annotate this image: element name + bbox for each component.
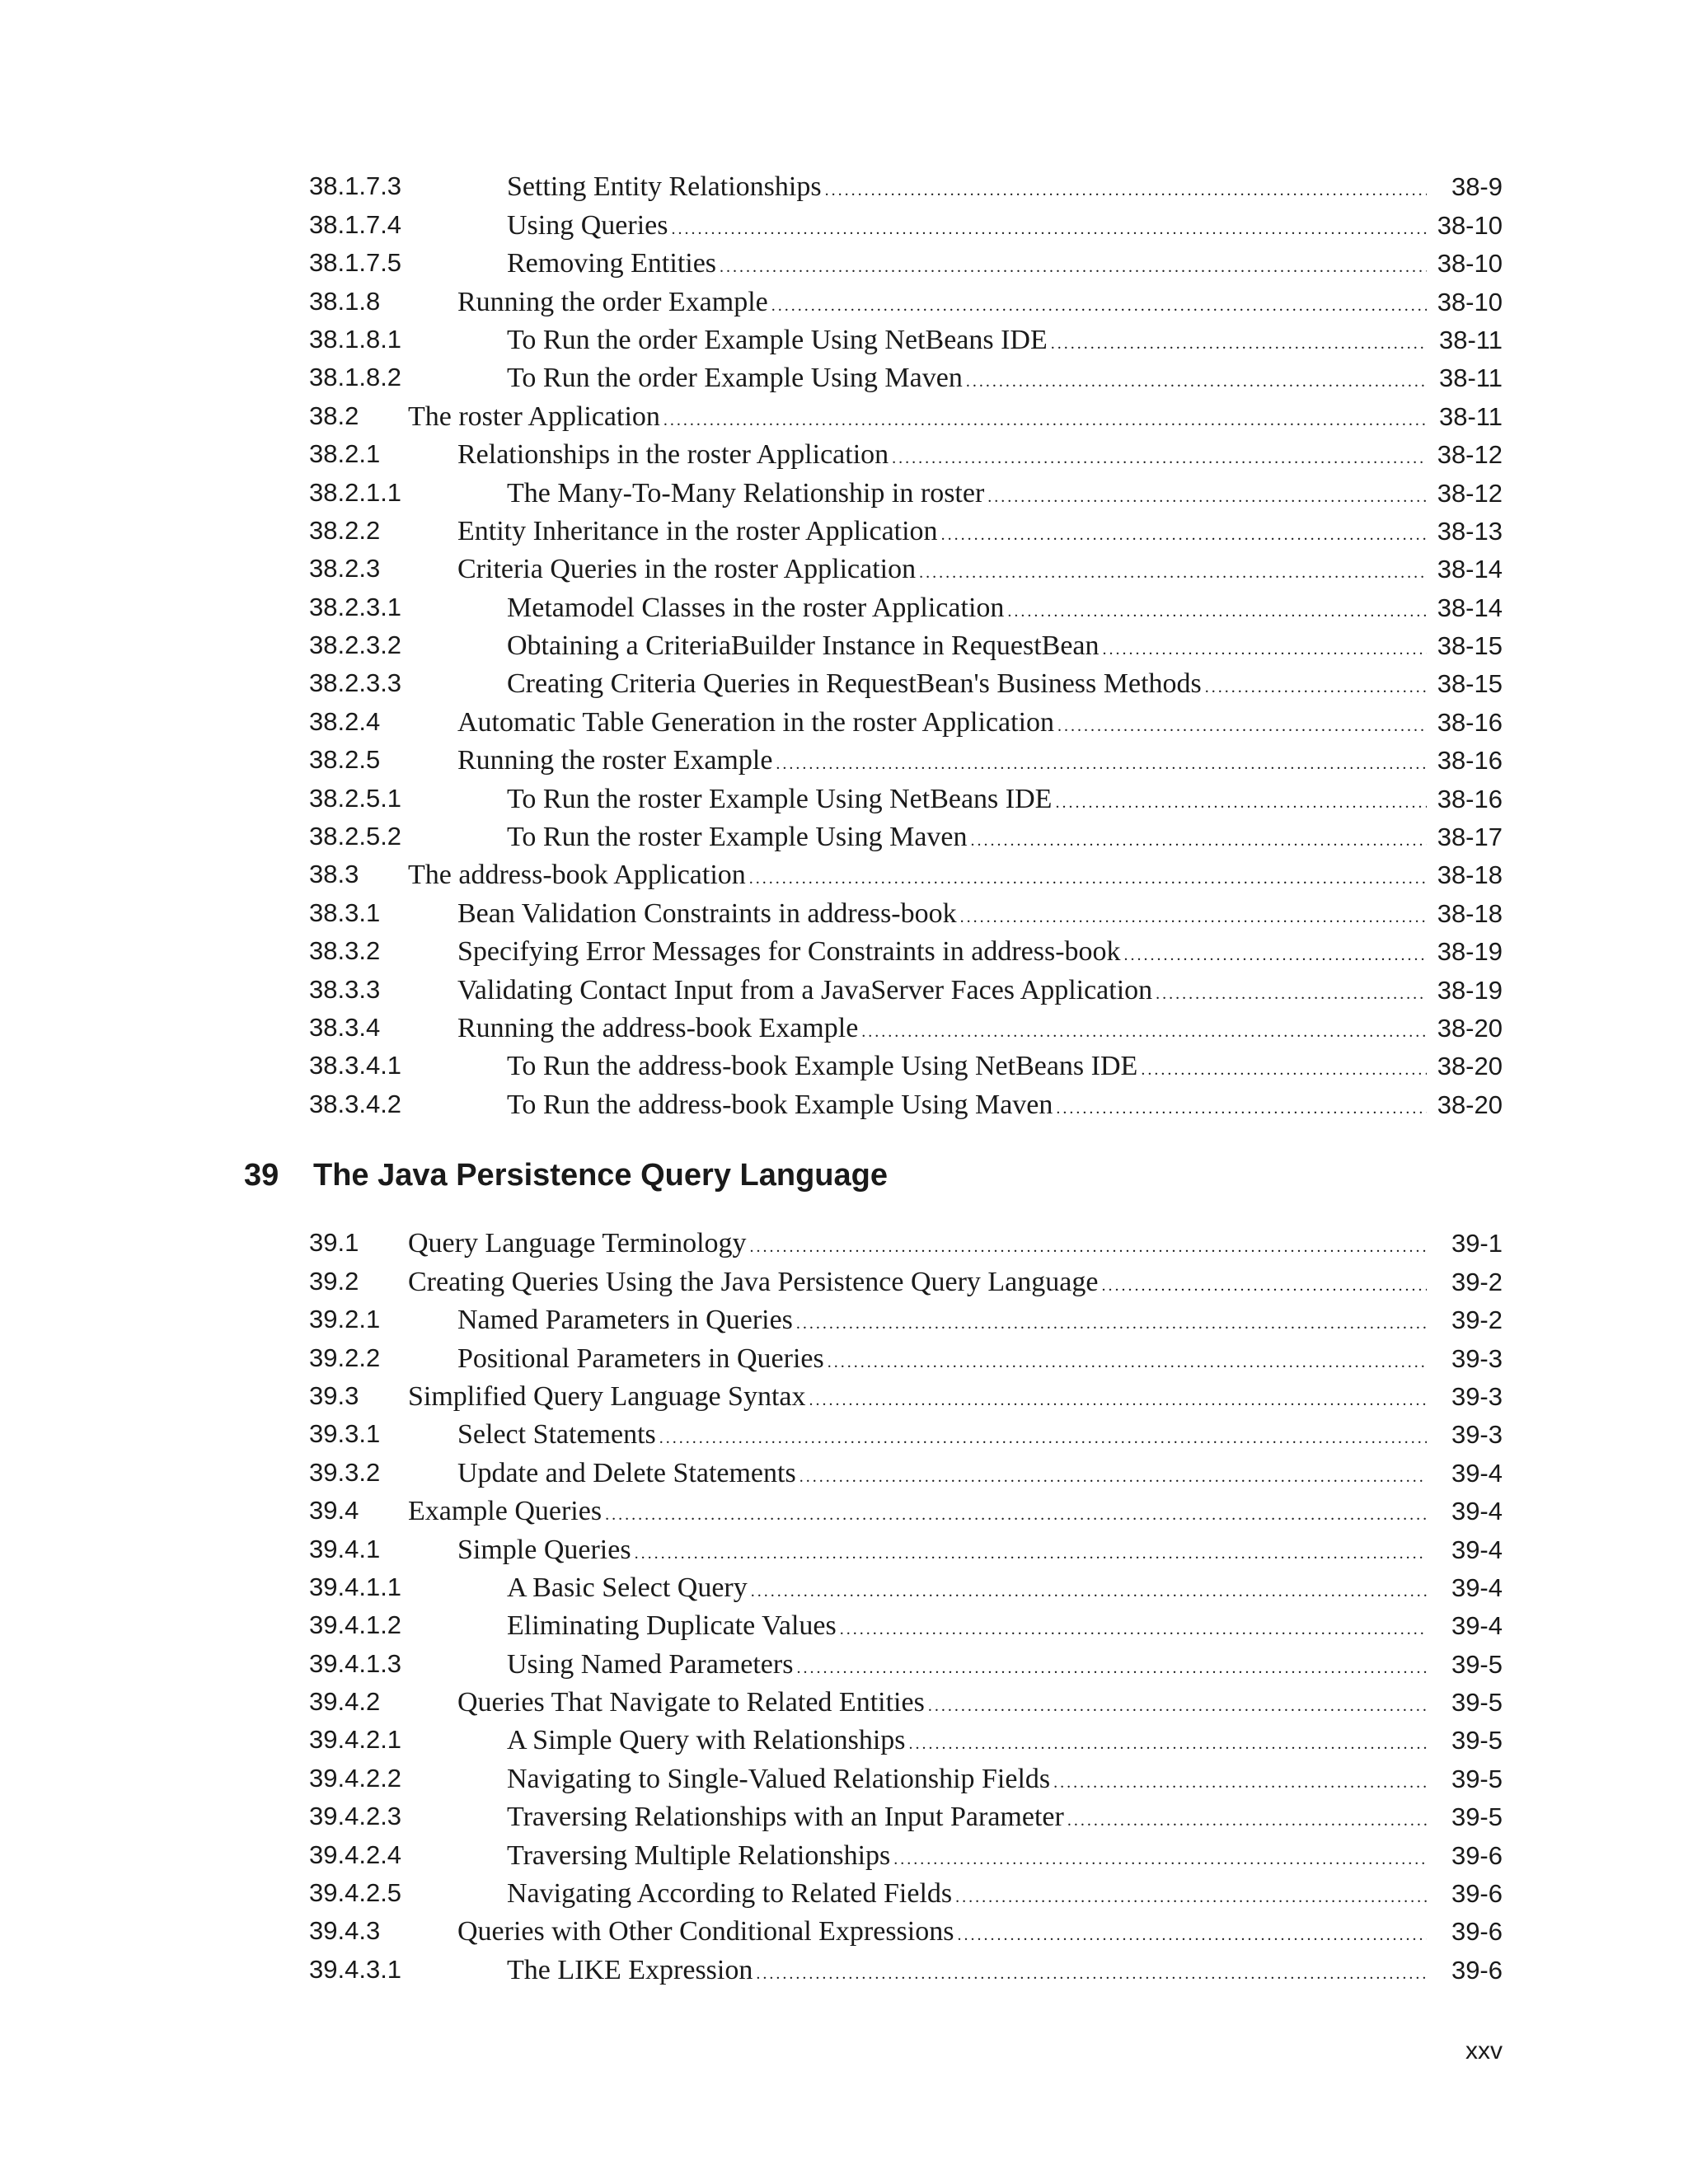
toc-entry-row[interactable]	[309, 1228, 1503, 1266]
toc-entry-title[interactable]: Creating Criteria Queries in RequestBean's Business Methods	[507, 668, 1202, 700]
dot-leader	[840, 1620, 1427, 1639]
toc-entry-number: 38.2.4	[309, 706, 381, 736]
toc-entry-number: 38.2.5.1	[309, 783, 402, 813]
toc-entry-line	[457, 287, 1503, 318]
dot-leader	[893, 1850, 1427, 1869]
toc-entry-number: 38.3.4.2	[309, 1089, 402, 1118]
dot-leader	[892, 449, 1427, 468]
toc-entry-title[interactable]: Traversing Multiple Relationships	[507, 1840, 891, 1871]
toc-entry-page[interactable]: 39-5	[1451, 1726, 1503, 1755]
toc-entry-row[interactable]	[309, 1013, 1503, 1051]
toc-entry-number: 38.3.4.1	[309, 1051, 402, 1080]
toc-entry-row[interactable]	[309, 248, 1503, 286]
dot-leader	[720, 258, 1427, 277]
toc-entry-row[interactable]	[309, 171, 1503, 209]
toc-entry-page[interactable]: 38-18	[1437, 898, 1503, 928]
toc-entry-page[interactable]: 38-18	[1437, 860, 1503, 890]
toc-entry-title[interactable]: Creating Queries Using the Java Persistence Query Language	[408, 1266, 1099, 1297]
dot-leader	[1141, 1061, 1427, 1080]
toc-entry-number: 39.4	[309, 1496, 359, 1526]
toc-entry-page[interactable]: 39-5	[1451, 1802, 1503, 1832]
toc-entry-number: 38.1.7.5	[309, 248, 402, 278]
toc-entry-line	[457, 707, 1503, 738]
toc-entry-page[interactable]: 39-6	[1451, 1917, 1503, 1947]
toc-entry-row[interactable]	[309, 1802, 1503, 1840]
toc-entry-line	[457, 1013, 1503, 1044]
toc-entry-line	[507, 325, 1503, 356]
dot-leader	[919, 564, 1427, 583]
toc-entry-page[interactable]: 38-9	[1451, 172, 1503, 202]
toc-entry-line	[457, 1343, 1503, 1375]
toc-entry-line	[457, 975, 1503, 1006]
toc-entry-title[interactable]: The LIKE Expression	[507, 1954, 753, 1985]
toc-entry-line	[507, 171, 1503, 203]
dot-leader	[960, 908, 1427, 927]
toc-entry-row[interactable]	[309, 1954, 1503, 1992]
toc-entry-title[interactable]: To Run the order Example Using Maven	[507, 363, 963, 394]
toc-entry-row[interactable]	[309, 1534, 1503, 1572]
toc-entry-line	[457, 1419, 1503, 1451]
toc-entry-row[interactable]	[309, 1840, 1503, 1877]
toc-entry-line	[408, 401, 1503, 433]
dot-leader	[750, 1238, 1427, 1257]
toc-entry-row[interactable]	[309, 706, 1503, 744]
toc-entry-title[interactable]: Navigating to Single-Valued Relationship Fields	[507, 1763, 1051, 1794]
toc-entry-page[interactable]: 38-20	[1437, 1013, 1503, 1043]
toc-entry-page[interactable]: 38-10	[1437, 210, 1503, 240]
dot-leader	[1103, 640, 1427, 659]
toc-section-continued	[309, 171, 1503, 1127]
toc-entry-number: 38.2.1	[309, 439, 381, 469]
toc-entry-page[interactable]: 38-10	[1437, 287, 1503, 316]
toc-entry-line	[457, 1535, 1503, 1566]
dot-leader	[799, 1468, 1427, 1487]
toc-entry-title[interactable]: Validating Contact Input from a JavaServer Faces Application	[457, 974, 1153, 1005]
toc-entry-line	[457, 745, 1503, 776]
toc-entry-title[interactable]: Positional Parameters in Queries	[457, 1343, 824, 1374]
dot-leader	[928, 1697, 1427, 1716]
toc-entry-title[interactable]: Metamodel Classes in the roster Application	[507, 592, 1005, 623]
toc-entry-number: 39.4.1.2	[309, 1610, 402, 1640]
toc-entry-number: 39.1	[309, 1228, 359, 1258]
toc-entry-line	[408, 1267, 1503, 1298]
toc-entry-title[interactable]: Eliminating Duplicate Values	[507, 1610, 837, 1642]
toc-entry-page[interactable]: 39-1	[1451, 1229, 1503, 1258]
toc-entry-number: 38.2.2	[309, 515, 381, 545]
toc-entry-title[interactable]: Example Queries	[408, 1496, 603, 1527]
toc-entry-title[interactable]: Select Statements	[457, 1419, 656, 1451]
dot-leader	[751, 1582, 1427, 1601]
toc-entry-row[interactable]	[309, 1725, 1503, 1763]
toc-entry-title[interactable]: Setting Entity Relationships	[507, 171, 822, 203]
toc-entry-line	[507, 1878, 1503, 1910]
toc-entry-row[interactable]	[309, 554, 1503, 592]
toc-entry-row[interactable]	[309, 286, 1503, 324]
toc-entry-number: 39.4.2	[309, 1687, 381, 1717]
chapter-title: The Java Persistence Query Language	[313, 1158, 888, 1193]
toc-entry-number: 38.1.8.2	[309, 363, 402, 392]
toc-entry-line	[507, 478, 1503, 509]
toc-entry-page[interactable]: 38-16	[1437, 784, 1503, 813]
toc-entry-page[interactable]: 39-3	[1451, 1420, 1503, 1450]
toc-entry-row[interactable]	[309, 592, 1503, 630]
dot-leader	[749, 869, 1427, 888]
toc-entry-title[interactable]: The address-book Application	[408, 860, 746, 891]
dot-leader	[1101, 1277, 1427, 1296]
toc-entry-number: 39.2.1	[309, 1305, 381, 1334]
toc-entry-row[interactable]	[309, 745, 1503, 783]
dot-leader	[861, 1023, 1427, 1042]
toc-entry-number: 38.2.3.1	[309, 592, 402, 621]
toc-entry-number: 39.3.2	[309, 1457, 381, 1487]
toc-entry-row[interactable]	[309, 209, 1503, 247]
toc-entry-row[interactable]	[309, 1343, 1503, 1380]
toc-entry-page[interactable]: 39-6	[1451, 1955, 1503, 1985]
toc-entry-page[interactable]: 38-16	[1437, 707, 1503, 737]
toc-entry-line	[457, 1916, 1503, 1947]
toc-entry-title[interactable]: A Basic Select Query	[507, 1572, 748, 1603]
toc-entry-title[interactable]: Navigating According to Related Fields	[507, 1878, 953, 1910]
toc-entry-number: 38.3.1	[309, 898, 381, 927]
dot-leader	[809, 1391, 1427, 1410]
toc-entry-line	[408, 1496, 1503, 1527]
toc-entry-page[interactable]: 39-4	[1451, 1611, 1503, 1641]
toc-entry-page[interactable]: 38-19	[1437, 937, 1503, 967]
toc-entry-line	[507, 1840, 1503, 1872]
page-number: xxv	[1465, 2037, 1503, 2064]
toc-entry-row[interactable]	[309, 1878, 1503, 1916]
toc-entry-number: 39.4.1	[309, 1534, 381, 1563]
toc-entry-number: 38.3.3	[309, 974, 381, 1004]
toc-entry-line	[457, 936, 1503, 968]
toc-entry-line	[507, 784, 1503, 815]
toc-entry-number: 38.2.3.3	[309, 668, 402, 698]
toc-entry-number: 39.3.1	[309, 1419, 381, 1449]
toc-entry-number: 38.3	[309, 860, 359, 889]
dot-leader	[796, 1659, 1427, 1678]
toc-entry-row[interactable]	[309, 974, 1503, 1012]
dot-leader	[909, 1735, 1427, 1754]
toc-entry-page[interactable]: 38-11	[1439, 363, 1503, 393]
toc-entry-row[interactable]	[309, 516, 1503, 554]
toc-entry-number: 38.1.8.1	[309, 324, 402, 354]
toc-entry-page[interactable]: 38-20	[1437, 1052, 1503, 1081]
toc-entry-page[interactable]: 38-14	[1437, 555, 1503, 584]
toc-entry-page[interactable]: 38-11	[1439, 325, 1503, 354]
toc-entry-number: 39.4.3.1	[309, 1954, 402, 1984]
toc-entry-page[interactable]: 39-3	[1451, 1343, 1503, 1373]
toc-entry-line	[507, 248, 1503, 279]
dot-leader	[1124, 946, 1427, 965]
dot-leader	[659, 1429, 1427, 1448]
dot-leader	[1007, 602, 1427, 621]
toc-entry-row[interactable]	[309, 325, 1503, 363]
toc-entry-page[interactable]: 38-10	[1437, 249, 1503, 279]
toc-entry-page[interactable]: 38-17	[1437, 823, 1503, 852]
toc-entry-row[interactable]	[309, 1648, 1503, 1686]
toc-entry-row[interactable]	[309, 1419, 1503, 1457]
toc-entry-row[interactable]	[309, 1266, 1503, 1304]
toc-entry-line	[408, 1381, 1503, 1413]
toc-entry-row[interactable]	[309, 1496, 1503, 1534]
toc-entry-number: 39.2.2	[309, 1343, 381, 1372]
toc-entry-number: 38.3.4	[309, 1012, 381, 1042]
toc-entry-number: 38.1.7.4	[309, 209, 402, 239]
toc-entry-number: 39.4.2.3	[309, 1802, 402, 1831]
toc-entry-page[interactable]: 38-15	[1437, 631, 1503, 661]
toc-entry-title[interactable]: Traversing Relationships with an Input Parameter	[507, 1802, 1064, 1833]
toc-entry-page[interactable]: 39-5	[1451, 1688, 1503, 1718]
toc-entry-number: 39.4.3	[309, 1916, 381, 1946]
toc-entry-page[interactable]: 38-12	[1437, 478, 1503, 508]
toc-entry-line	[408, 860, 1503, 891]
dot-leader	[1051, 335, 1427, 354]
toc-entry-line	[507, 1572, 1503, 1604]
toc-entry-page[interactable]: 38-15	[1437, 669, 1503, 699]
toc-entry-title[interactable]: The roster Application	[408, 401, 660, 432]
toc-entry-row[interactable]	[309, 1089, 1503, 1127]
toc-entry-title[interactable]: Relationships in the roster Application	[457, 439, 889, 471]
toc-entry-row[interactable]	[309, 898, 1503, 935]
toc-entry-number: 39.4.2.2	[309, 1763, 402, 1793]
toc-entry-number: 39.4.1.3	[309, 1648, 402, 1678]
toc-entry-line	[507, 210, 1503, 241]
toc-entry-title[interactable]: To Run the address-book Example Using Maven	[507, 1089, 1053, 1120]
toc-entry-number: 39.4.2.1	[309, 1725, 402, 1755]
toc-entry-line	[507, 1955, 1503, 1986]
toc-entry-row[interactable]	[309, 1305, 1503, 1343]
toc-entry-page[interactable]: 38-11	[1439, 401, 1503, 431]
toc-entry-line	[507, 1610, 1503, 1642]
toc-section-chapter-39	[309, 1228, 1503, 1993]
toc-entry-title[interactable]: Queries That Navigate to Related Entities	[457, 1687, 925, 1718]
toc-entry-title[interactable]: Running the order Example	[457, 286, 768, 317]
toc-entry-number: 39.2	[309, 1266, 359, 1296]
toc-entry-number: 39.3	[309, 1380, 359, 1410]
toc-entry-line	[507, 1051, 1503, 1082]
toc-entry-line	[507, 363, 1503, 394]
dot-leader	[756, 1965, 1427, 1984]
dot-leader	[1056, 1099, 1427, 1118]
toc-entry-title[interactable]: Removing Entities	[507, 248, 717, 279]
toc-entry-page[interactable]: 39-6	[1451, 1879, 1503, 1909]
toc-entry-title[interactable]: The Many-To-Many Relationship in roster	[507, 477, 985, 509]
toc-entry-title[interactable]: To Run the roster Example Using Maven	[507, 822, 968, 853]
toc-entry-number: 38.2.5.2	[309, 822, 402, 851]
toc-entry-page[interactable]: 39-4	[1451, 1572, 1503, 1602]
toc-entry-page[interactable]: 38-20	[1437, 1090, 1503, 1119]
toc-entry-page[interactable]: 39-5	[1451, 1764, 1503, 1793]
toc-entry-line	[507, 1802, 1503, 1833]
toc-entry-page[interactable]: 39-5	[1451, 1649, 1503, 1679]
dot-leader	[825, 181, 1427, 200]
toc-entry-row[interactable]	[309, 630, 1503, 668]
toc-entry-row[interactable]	[309, 1457, 1503, 1495]
toc-entry-page[interactable]: 39-6	[1451, 1840, 1503, 1870]
toc-entry-line	[507, 1090, 1503, 1121]
toc-entry-number: 39.4.2.4	[309, 1840, 402, 1869]
toc-entry-title[interactable]: Simplified Query Language Syntax	[408, 1380, 806, 1412]
toc-entry-title[interactable]: Update and Delete Statements	[457, 1457, 796, 1488]
dot-leader	[941, 526, 1427, 545]
toc-entry-page[interactable]: 39-4	[1451, 1458, 1503, 1488]
toc-entry-title[interactable]: To Run the address-book Example Using NetBeans IDE	[507, 1051, 1138, 1082]
toc-entry-number: 39.4.2.5	[309, 1878, 402, 1908]
toc-entry-row[interactable]	[309, 1381, 1503, 1419]
toc-entry-line	[507, 593, 1503, 624]
toc-entry-page[interactable]: 38-12	[1437, 440, 1503, 470]
toc-entry-row[interactable]	[309, 822, 1503, 860]
toc-entry-line	[457, 898, 1503, 930]
toc-entry-line	[507, 1764, 1503, 1795]
dot-leader	[605, 1506, 1427, 1525]
toc-entry-row[interactable]	[309, 1916, 1503, 1954]
dot-leader	[1055, 794, 1427, 813]
toc-entry-number: 38.2.3.2	[309, 630, 402, 660]
toc-entry-line	[457, 1687, 1503, 1718]
toc-entry-line	[457, 516, 1503, 547]
toc-entry-page[interactable]: 39-2	[1451, 1305, 1503, 1335]
dot-leader	[1067, 1811, 1427, 1830]
toc-entry-title[interactable]: Entity Inheritance in the roster Application	[457, 515, 938, 546]
dot-leader	[828, 1353, 1427, 1372]
toc-entry-line	[457, 1305, 1503, 1336]
toc-entry-row[interactable]	[309, 363, 1503, 401]
toc-entry-title[interactable]: Simple Queries	[457, 1534, 631, 1565]
dot-leader	[1156, 985, 1427, 1004]
toc-entry-title[interactable]: Using Named Parameters	[507, 1648, 794, 1680]
dot-leader	[955, 1888, 1427, 1907]
toc-entry-title[interactable]: Criteria Queries in the roster Application	[457, 554, 917, 585]
toc-entry-row[interactable]	[309, 1763, 1503, 1801]
chapter-number: 39	[244, 1158, 279, 1193]
toc-entry-number: 38.2.3	[309, 554, 381, 583]
toc-entry-row[interactable]	[309, 477, 1503, 515]
toc-entry-line	[507, 668, 1503, 700]
dot-leader	[1053, 1774, 1427, 1793]
dot-leader	[671, 220, 1427, 239]
dot-leader	[635, 1544, 1427, 1563]
toc-entry-line	[507, 630, 1503, 662]
toc-entry-number: 38.2.1.1	[309, 477, 402, 507]
dot-leader	[1205, 678, 1427, 697]
dot-leader	[971, 832, 1427, 851]
toc-entry-line	[408, 1228, 1503, 1259]
toc-entry-title[interactable]: Running the address-book Example	[457, 1012, 859, 1043]
toc-entry-number: 38.2	[309, 401, 359, 430]
toc-entry-title[interactable]: Named Parameters in Queries	[457, 1305, 793, 1336]
dot-leader	[957, 1926, 1427, 1945]
toc-entry-page[interactable]: 38-19	[1437, 975, 1503, 1005]
dot-leader	[663, 411, 1427, 430]
toc-entry-title[interactable]: Specifying Error Messages for Constraints in address-book	[457, 936, 1121, 968]
toc-entry-title[interactable]: Bean Validation Constraints in address-book	[457, 898, 957, 929]
toc-entry-page[interactable]: 38-14	[1437, 593, 1503, 622]
toc-entry-line	[507, 822, 1503, 853]
toc-entry-line	[457, 1458, 1503, 1489]
toc-entry-title[interactable]: To Run the roster Example Using NetBeans IDE	[507, 783, 1053, 814]
toc-entry-number: 38.2.5	[309, 745, 381, 775]
chapter-heading	[244, 1158, 888, 1193]
toc-entry-title[interactable]: Running the roster Example	[457, 745, 773, 776]
toc-entry-page[interactable]: 39-4	[1451, 1535, 1503, 1564]
toc-entry-number: 38.3.2	[309, 936, 381, 966]
toc-entry-number: 38.1.7.3	[309, 171, 402, 201]
toc-entry-page[interactable]: 39-4	[1451, 1497, 1503, 1526]
toc-entry-row[interactable]	[309, 860, 1503, 898]
toc-entry-title[interactable]: A Simple Query with Relationships	[507, 1725, 906, 1756]
toc-entry-row[interactable]	[309, 401, 1503, 438]
toc-entry-title[interactable]: Query Language Terminology	[408, 1228, 747, 1259]
toc-entry-row[interactable]	[309, 1687, 1503, 1725]
dot-leader	[796, 1315, 1427, 1333]
toc-entry-title[interactable]: Automatic Table Generation in the roster Application	[457, 706, 1055, 738]
toc-entry-title[interactable]: Using Queries	[507, 209, 668, 241]
toc-entry-line	[457, 439, 1503, 471]
toc-entry-page[interactable]: 38-13	[1437, 516, 1503, 546]
toc-entry-number: 38.1.8	[309, 286, 381, 316]
toc-entry-title[interactable]: To Run the order Example Using NetBeans IDE	[507, 324, 1048, 355]
toc-entry-row[interactable]	[309, 1051, 1503, 1089]
toc-entry-number: 39.4.1.1	[309, 1572, 402, 1601]
toc-entry-page[interactable]: 39-2	[1451, 1267, 1503, 1296]
toc-entry-row[interactable]	[309, 783, 1503, 821]
toc-entry-line	[457, 554, 1503, 585]
toc-entry-title[interactable]: Queries with Other Conditional Expressions	[457, 1916, 954, 1947]
toc-entry-row[interactable]	[309, 439, 1503, 477]
dot-leader	[776, 755, 1427, 774]
toc-entry-line	[507, 1725, 1503, 1756]
dot-leader	[1057, 717, 1427, 736]
toc-entry-row[interactable]	[309, 1572, 1503, 1610]
toc-entry-row[interactable]	[309, 668, 1503, 706]
dot-leader	[966, 373, 1427, 391]
toc-entry-page[interactable]: 38-16	[1437, 746, 1503, 776]
toc-entry-title[interactable]: Obtaining a CriteriaBuilder Instance in RequestBean	[507, 630, 1100, 662]
toc-entry-page[interactable]: 39-3	[1451, 1381, 1503, 1411]
toc-entry-line	[507, 1649, 1503, 1680]
toc-entry-row[interactable]	[309, 936, 1503, 974]
toc-entry-row[interactable]	[309, 1610, 1503, 1648]
dot-leader	[987, 488, 1427, 507]
dot-leader	[771, 297, 1427, 316]
